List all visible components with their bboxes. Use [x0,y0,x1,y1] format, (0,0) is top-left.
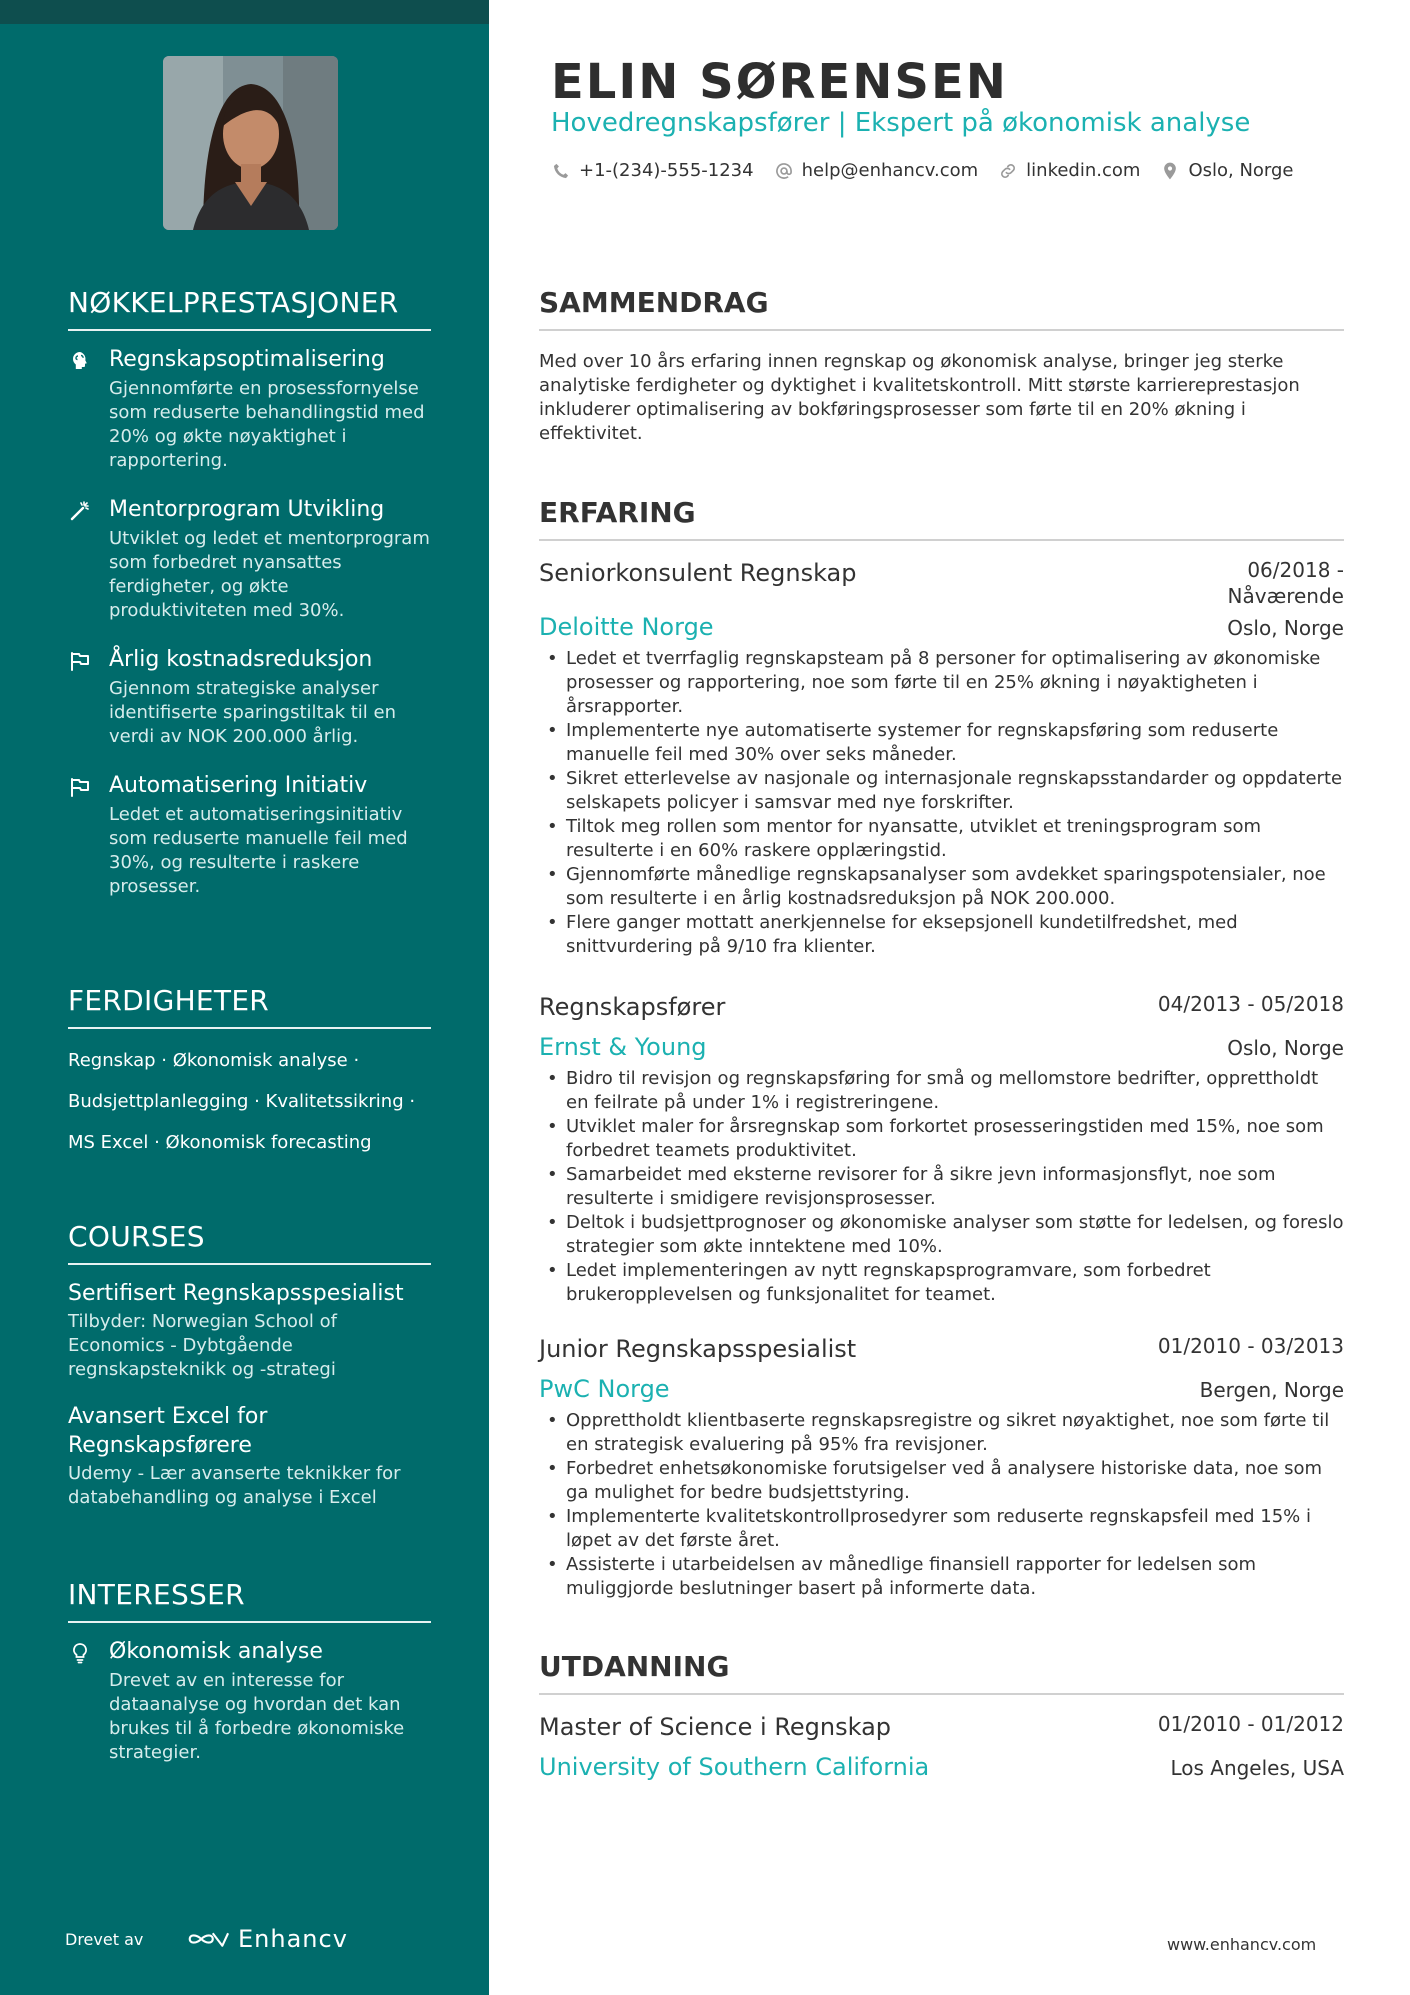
skills-line: MS Excel · Økonomisk forecasting [68,1132,372,1153]
achievement-title: Mentorprogram Utvikling [109,497,385,522]
job-date [1228,557,1344,609]
course-item [68,1402,431,1510]
job-bullets [539,1409,1344,1601]
job-company: Deloitte Norge [539,613,714,641]
achievement-desc: Ledet et automatiseringsinitiativ som reduserte manuelle feil med 30%, og resulterte i raskere prosesser. [109,804,408,897]
candidate-name: ELIN SØRENSEN [551,54,1008,110]
achievement-desc: Gjennom strategiske analyser identifiserte sparingstiltak til en verdi av NOK 200.000 årlig. [109,678,397,747]
summary-title: SAMMENDRAG [539,286,1344,331]
lightbulb-icon [68,1641,92,1665]
job-bullet: • Gjennomførte månedlige regnskapsanalyser som avdekket sparingspotensialer, noe som resulterte i en årlig kostnadsreduksjon på NOK 200.000. [539,863,1344,911]
job-date-end: Nåværende [1227,584,1344,608]
achievement-item [68,645,431,749]
link-icon [998,161,1018,181]
job-bullets [539,647,1344,959]
course-item [68,1279,431,1382]
job-bullet: • Forbedret enhetsøkonomiske forutsigelser ved å analysere historiske data, noe som ga mulighet for bedre budsjettstyring. [539,1457,1344,1505]
job-date: 01/2010 - 03/2013 [1157,1334,1344,1358]
job-bullet: • Sikret etterlevelse av nasjonale og internasjonale regnskapsstandarder og oppdaterte selskapets policyer i samsvar med nye forskrifter. [539,767,1344,815]
job-company: Ernst & Young [539,1033,707,1061]
interest-desc: Drevet av en interesse for dataanalyse og hvordan det kan brukes til å forbedre økonomiske strategier. [109,1670,405,1763]
job-title: Regnskapsfører [539,993,726,1021]
flag-icon [68,775,92,799]
courses-section [68,1220,431,1530]
achievement-desc: Utviklet og ledet et mentorprogram som forbedret nyansattes ferdigheter, og økte produktiviteten med 30%. [109,528,430,621]
profile-photo [163,56,338,230]
job-company: PwC Norge [539,1375,670,1403]
education-location: Los Angeles, USA [1170,1756,1344,1780]
courses-title: COURSES [68,1220,431,1265]
job-date: 04/2013 - 05/2018 [1157,992,1344,1016]
job-bullet: • Samarbeidet med eksterne revisorer for å sikre jevn informasjonsflyt, noe som resulterte i smidigere revisjonsprosesser. [539,1163,1344,1211]
candidate-tagline: Hovedregnskapsfører | Ekspert på økonomisk analyse [551,108,1251,138]
job-date-start: 06/2018 - [1247,558,1344,582]
contact-location [1160,160,1293,181]
job-bullet: • Bidro til revisjon og regnskapsføring for små og mellomstore bedrifter, opprettholdt en feilrate på under 1% i registreringene. [539,1067,1344,1115]
job-bullet: • Assisterte i utarbeidelsen av månedlige finansiell rapporter for ledelsen som muliggjorde beslutninger basert på informerte data. [539,1553,1344,1601]
job-bullet: • Tiltok meg rollen som mentor for nyansatte, utviklet et treningsprogram som resulterte i en 60% raskere opplæringstid. [539,815,1344,863]
job-bullet: • Flere ganger mottatt anerkjennelse for eksepsjonell kundetilfredshet, med snittvurdering på 9/10 fra klienter. [539,911,1344,959]
interests-title: INTERESSER [68,1578,431,1623]
flag-icon [68,649,92,673]
contact-phone-text: +1-(234)-555-1234 [579,160,754,181]
brain-icon [68,349,92,373]
education-school: University of Southern California [539,1753,930,1781]
enhancv-logo[interactable] [184,1925,348,1953]
course-desc: Tilbyder: Norwegian School of Economics - Dybtgående regnskapsteknikk og -strategi [68,1311,337,1380]
sidebar-top-bar [0,0,489,24]
contact-phone[interactable] [551,160,754,181]
skills-title: FERDIGHETER [68,984,431,1029]
achievement-title: Automatisering Initiativ [109,773,368,798]
job-location: Oslo, Norge [1227,1036,1344,1060]
job-bullet: • Deltok i budsjettprognoser og økonomiske analyser som støtte for ledelsen, og foreslo strategier som økte inntektene med 10%. [539,1211,1344,1259]
skills-line: Budsjettplanlegging · Kvalitetssikring · [68,1091,416,1112]
job-bullet: • Ledet et tverrfaglig regnskapsteam på 8 personer for optimalisering av økonomiske prosesser og rapportering, noe som førte til en 25% økning i nøyaktigheten i årsrapporter. [539,647,1344,719]
interests-section [68,1578,431,1787]
at-icon [774,161,794,181]
achievements-section [68,286,431,921]
contact-email[interactable] [774,160,979,181]
education-date: 01/2010 - 01/2012 [1157,1712,1344,1736]
course-title: Avansert Excel for Regnskapsførere [68,1404,268,1458]
enhancv-logo-text: Enhancv [238,1925,348,1953]
experience-title: ERFARING [539,496,1344,541]
achievement-item [68,495,431,623]
interest-item [68,1637,431,1765]
contact-linkedin[interactable] [998,160,1140,181]
education-entry [539,1711,1344,1783]
interest-title: Økonomisk analyse [109,1639,323,1664]
summary-text: Med over 10 års erfaring innen regnskap og økonomisk analyse, bringer jeg sterke analytiske ferdigheter og dyktighet i kvalitetskontroll. Mitt største karriereprestasjon inkluderer optimalisering av bokføringsprosesser som førte til en 20% økning i effektivitet. [539,351,1300,444]
footer-url[interactable]: www.enhancv.com [1167,1935,1317,1954]
job-bullet: • Ledet implementeringen av nytt regnskapsprogramvare, som forbedret brukeropplevelsen og funksjonalitet for teamet. [539,1259,1344,1307]
course-title: Sertifisert Regnskapsspesialist [68,1281,404,1306]
education-title: UTDANNING [539,1650,1344,1695]
job-entry [539,991,1344,1307]
job-entry [539,557,1344,959]
achievement-title: Årlig kostnadsreduksjon [109,647,373,672]
job-bullet: • Utviklet maler for årsregnskap som forkortet prosesseringstiden med 15%, noe som forbedret teamets produktivitet. [539,1115,1344,1163]
contact-bar [551,160,1294,181]
sidebar [0,0,489,1995]
achievements-title: NØKKELPRESTASJONER [68,286,431,331]
location-icon [1160,161,1180,181]
skills-section [68,984,431,1172]
job-bullet: • Opprettholdt klientbaserte regnskapsregistre og sikret nøyaktighet, noe som førte til en strategisk evaluering på 95% fra revisjoner. [539,1409,1344,1457]
enhancv-logo-icon [184,1927,230,1951]
job-title: Seniorkonsulent Regnskap [539,559,857,587]
job-title: Junior Regnskapsspesialist [539,1335,857,1363]
contact-email-text: help@enhancv.com [801,160,979,181]
achievement-item [68,345,431,473]
contact-linkedin-text: linkedin.com [1026,160,1141,181]
job-location: Bergen, Norge [1199,1378,1344,1402]
magic-wand-icon [68,499,92,523]
job-location: Oslo, Norge [1227,616,1344,640]
powered-by-label: Drevet av [65,1930,144,1949]
contact-location-text: Oslo, Norge [1188,160,1294,181]
skills-line: Regnskap · Økonomisk analyse · [68,1050,360,1071]
education-degree: Master of Science i Regnskap [539,1713,892,1741]
achievement-title: Regnskapsoptimalisering [109,347,385,372]
job-bullets [539,1067,1344,1307]
achievement-desc: Gjennomførte en prosessfornyelse som reduserte behandlingstid med 20% og økte nøyaktighet i rapportering. [109,378,425,471]
job-entry [539,1333,1344,1601]
job-bullet: • Implementerte nye automatiserte systemer for regnskapsføring som reduserte manuelle feil med 30% over seks måneder. [539,719,1344,767]
job-bullet: • Implementerte kvalitetskontrollprosedyrer som reduserte regnskapsfeil med 15% i løpet av det første året. [539,1505,1344,1553]
achievement-item [68,771,431,899]
phone-icon [551,161,571,181]
course-desc: Udemy - Lær avanserte teknikker for databehandling og analyse i Excel [68,1463,401,1508]
